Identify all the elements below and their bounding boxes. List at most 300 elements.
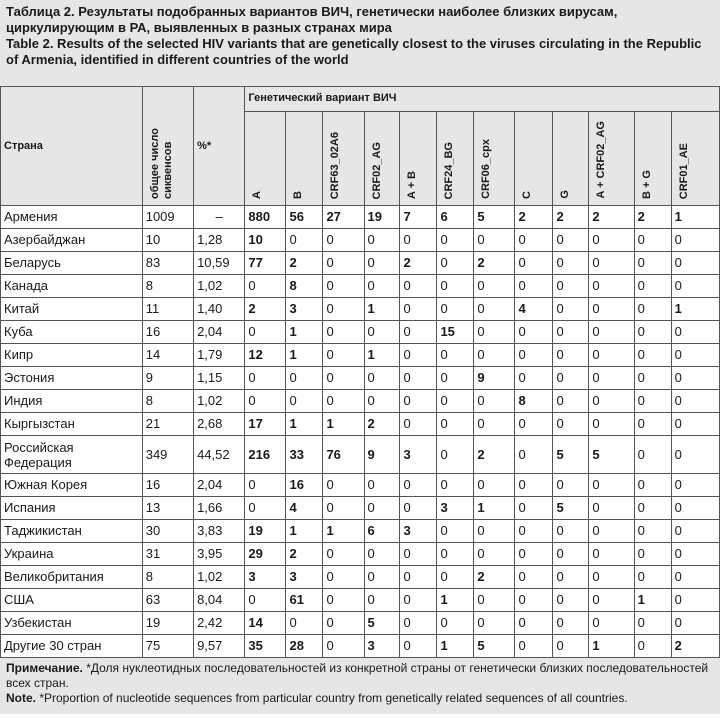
cell-variant-count: 0 xyxy=(400,390,437,413)
cell-variant-count: 0 xyxy=(474,543,515,566)
cell-variant-count: 0 xyxy=(553,543,589,566)
cell-variant-count: 0 xyxy=(553,635,589,658)
cell-percent: 1,02 xyxy=(194,566,245,589)
cell-variant-count: 0 xyxy=(671,390,719,413)
cell-total: 14 xyxy=(142,344,193,367)
cell-variant-count: 0 xyxy=(474,589,515,612)
cell-variant-count: 76 xyxy=(323,436,364,474)
cell-variant-count: 0 xyxy=(474,390,515,413)
table-row xyxy=(1,543,720,566)
cell-variant-count: 2 xyxy=(474,566,515,589)
cell-variant-count: 2 xyxy=(286,252,323,275)
cell-percent: – xyxy=(194,206,245,229)
cell-variant-count: 0 xyxy=(515,566,553,589)
cell-variant-count: 0 xyxy=(364,275,400,298)
cell-variant-count: 0 xyxy=(515,589,553,612)
cell-variant-count: 14 xyxy=(245,612,286,635)
cell-variant-count: 4 xyxy=(515,298,553,321)
table-row xyxy=(1,635,720,658)
cell-country: Армения xyxy=(1,206,143,229)
cell-variant-count: 1 xyxy=(437,589,474,612)
cell-variant-count: 0 xyxy=(589,390,634,413)
cell-variant-count: 0 xyxy=(437,413,474,436)
cell-variant-count: 61 xyxy=(286,589,323,612)
cell-variant-count: 1 xyxy=(364,344,400,367)
cell-percent: 1,15 xyxy=(194,367,245,390)
cell-variant-count: 0 xyxy=(589,589,634,612)
cell-variant-count: 0 xyxy=(634,566,671,589)
cell-percent: 3,83 xyxy=(194,520,245,543)
cell-variant-count: 0 xyxy=(323,566,364,589)
cell-variant-count: 0 xyxy=(553,298,589,321)
cell-variant-count: 0 xyxy=(437,252,474,275)
caption-en: Table 2. Results of the selected HIV variants that are genetically closest to the viruses circulating in the Republic of Armenia, identified in different countries of the world xyxy=(6,36,702,67)
cell-variant-count: 0 xyxy=(671,413,719,436)
cell-variant-count: 0 xyxy=(400,367,437,390)
cell-country: Российская Федерация xyxy=(1,436,143,474)
cell-variant-count: 1 xyxy=(474,497,515,520)
cell-variant-count: 0 xyxy=(474,229,515,252)
table-row xyxy=(1,229,720,252)
cell-variant-count: 0 xyxy=(400,413,437,436)
cell-variant-count: 0 xyxy=(323,252,364,275)
table-row xyxy=(1,275,720,298)
cell-variant-count: 0 xyxy=(364,566,400,589)
cell-country: Узбекистан xyxy=(1,612,143,635)
table-row xyxy=(1,321,720,344)
cell-percent: 44,52 xyxy=(194,436,245,474)
cell-variant-count: 0 xyxy=(437,229,474,252)
cell-variant-count: 0 xyxy=(400,497,437,520)
header-variant: B + G xyxy=(634,112,671,206)
cell-variant-count: 216 xyxy=(245,436,286,474)
cell-variant-count: 0 xyxy=(589,275,634,298)
cell-variant-count: 0 xyxy=(515,612,553,635)
cell-variant-count: 0 xyxy=(323,298,364,321)
cell-variant-count: 0 xyxy=(589,252,634,275)
cell-variant-count: 0 xyxy=(437,520,474,543)
cell-total: 1009 xyxy=(142,206,193,229)
cell-variant-count: 2 xyxy=(515,206,553,229)
cell-variant-count: 5 xyxy=(553,436,589,474)
cell-total: 13 xyxy=(142,497,193,520)
header-variant-group: Генетический вариант ВИЧ xyxy=(245,87,720,112)
cell-variant-count: 0 xyxy=(323,275,364,298)
cell-total: 83 xyxy=(142,252,193,275)
cell-percent: 2,42 xyxy=(194,612,245,635)
cell-variant-count: 0 xyxy=(437,612,474,635)
cell-variant-count: 2 xyxy=(364,413,400,436)
cell-variant-count: 0 xyxy=(671,275,719,298)
cell-variant-count: 0 xyxy=(671,321,719,344)
cell-country: Испания xyxy=(1,497,143,520)
cell-variant-count: 0 xyxy=(286,229,323,252)
cell-variant-count: 0 xyxy=(323,390,364,413)
cell-variant-count: 0 xyxy=(589,344,634,367)
cell-variant-count: 35 xyxy=(245,635,286,658)
cell-variant-count: 2 xyxy=(553,206,589,229)
cell-country: Кипр xyxy=(1,344,143,367)
header-variant: C xyxy=(515,112,553,206)
cell-variant-count: 0 xyxy=(474,520,515,543)
cell-variant-count: 1 xyxy=(671,206,719,229)
cell-variant-count: 0 xyxy=(634,252,671,275)
cell-variant-count: 0 xyxy=(364,474,400,497)
cell-total: 8 xyxy=(142,275,193,298)
cell-variant-count: 2 xyxy=(671,635,719,658)
cell-variant-count: 0 xyxy=(474,474,515,497)
cell-variant-count: 0 xyxy=(634,520,671,543)
cell-country: Куба xyxy=(1,321,143,344)
cell-variant-count: 0 xyxy=(515,497,553,520)
cell-variant-count: 0 xyxy=(553,367,589,390)
cell-variant-count: 0 xyxy=(634,543,671,566)
cell-variant-count: 0 xyxy=(634,635,671,658)
cell-variant-count: 0 xyxy=(400,229,437,252)
cell-variant-count: 0 xyxy=(515,344,553,367)
cell-country: США xyxy=(1,589,143,612)
header-variant: CRF01_AE xyxy=(671,112,719,206)
cell-variant-count: 0 xyxy=(589,229,634,252)
cell-country: Таджикистан xyxy=(1,520,143,543)
cell-variant-count: 0 xyxy=(245,367,286,390)
cell-variant-count: 0 xyxy=(589,520,634,543)
cell-variant-count: 0 xyxy=(474,321,515,344)
header-variant: CRF06_cpx xyxy=(474,112,515,206)
cell-variant-count: 0 xyxy=(515,474,553,497)
cell-variant-count: 0 xyxy=(553,390,589,413)
cell-variant-count: 0 xyxy=(634,612,671,635)
cell-variant-count: 77 xyxy=(245,252,286,275)
cell-variant-count: 0 xyxy=(515,275,553,298)
cell-variant-count: 0 xyxy=(474,612,515,635)
table-row xyxy=(1,497,720,520)
cell-variant-count: 2 xyxy=(474,252,515,275)
cell-variant-count: 0 xyxy=(515,367,553,390)
cell-variant-count: 0 xyxy=(634,321,671,344)
table-row xyxy=(1,474,720,497)
header-total-sequences: общее число сиквенсов xyxy=(142,87,193,206)
cell-country: Эстония xyxy=(1,367,143,390)
cell-percent: 1,40 xyxy=(194,298,245,321)
cell-variant-count: 1 xyxy=(286,321,323,344)
cell-variant-count: 0 xyxy=(245,390,286,413)
cell-variant-count: 5 xyxy=(589,436,634,474)
cell-variant-count: 0 xyxy=(634,474,671,497)
cell-variant-count: 1 xyxy=(323,413,364,436)
cell-variant-count: 2 xyxy=(589,206,634,229)
cell-total: 11 xyxy=(142,298,193,321)
table-row xyxy=(1,589,720,612)
cell-variant-count: 0 xyxy=(553,520,589,543)
cell-total: 16 xyxy=(142,321,193,344)
cell-variant-count: 0 xyxy=(474,275,515,298)
cell-variant-count: 0 xyxy=(437,543,474,566)
header-variant: A xyxy=(245,112,286,206)
cell-variant-count: 0 xyxy=(634,436,671,474)
cell-variant-count: 0 xyxy=(437,566,474,589)
table-row xyxy=(1,344,720,367)
cell-variant-count: 0 xyxy=(323,497,364,520)
header-variant: B xyxy=(286,112,323,206)
cell-total: 349 xyxy=(142,436,193,474)
cell-percent: 1,79 xyxy=(194,344,245,367)
cell-variant-count: 17 xyxy=(245,413,286,436)
cell-variant-count: 0 xyxy=(671,252,719,275)
cell-variant-count: 0 xyxy=(515,635,553,658)
cell-variant-count: 0 xyxy=(364,497,400,520)
cell-variant-count: 0 xyxy=(437,344,474,367)
cell-variant-count: 9 xyxy=(364,436,400,474)
cell-variant-count: 0 xyxy=(400,298,437,321)
cell-total: 21 xyxy=(142,413,193,436)
cell-variant-count: 0 xyxy=(400,275,437,298)
cell-variant-count: 19 xyxy=(245,520,286,543)
cell-variant-count: 0 xyxy=(364,390,400,413)
cell-percent: 10,59 xyxy=(194,252,245,275)
cell-variant-count: 0 xyxy=(323,635,364,658)
cell-total: 75 xyxy=(142,635,193,658)
header-variant: CRF24_BG xyxy=(437,112,474,206)
cell-variant-count: 1 xyxy=(364,298,400,321)
cell-variant-count: 0 xyxy=(589,298,634,321)
cell-variant-count: 8 xyxy=(286,275,323,298)
cell-variant-count: 0 xyxy=(400,543,437,566)
cell-percent: 2,04 xyxy=(194,474,245,497)
cell-variant-count: 0 xyxy=(323,229,364,252)
cell-variant-count: 0 xyxy=(437,436,474,474)
table-row xyxy=(1,413,720,436)
cell-variant-count: 0 xyxy=(515,321,553,344)
cell-variant-count: 2 xyxy=(474,436,515,474)
cell-variant-count: 0 xyxy=(634,275,671,298)
cell-variant-count: 0 xyxy=(364,252,400,275)
cell-variant-count: 12 xyxy=(245,344,286,367)
cell-percent: 9,57 xyxy=(194,635,245,658)
cell-variant-count: 5 xyxy=(474,206,515,229)
cell-variant-count: 0 xyxy=(634,344,671,367)
cell-country: Южная Корея xyxy=(1,474,143,497)
cell-variant-count: 0 xyxy=(286,367,323,390)
cell-variant-count: 0 xyxy=(323,474,364,497)
cell-variant-count: 2 xyxy=(634,206,671,229)
cell-variant-count: 0 xyxy=(515,543,553,566)
hiv-variants-table xyxy=(0,86,720,658)
table-row xyxy=(1,390,720,413)
cell-total: 16 xyxy=(142,474,193,497)
cell-variant-count: 0 xyxy=(515,413,553,436)
cell-variant-count: 0 xyxy=(286,612,323,635)
cell-variant-count: 0 xyxy=(515,436,553,474)
cell-variant-count: 5 xyxy=(553,497,589,520)
cell-variant-count: 0 xyxy=(400,344,437,367)
cell-percent: 2,04 xyxy=(194,321,245,344)
cell-variant-count: 0 xyxy=(323,344,364,367)
cell-variant-count: 0 xyxy=(515,520,553,543)
header-variant: CRF63_02A6 xyxy=(323,112,364,206)
cell-variant-count: 2 xyxy=(286,543,323,566)
cell-percent: 1,02 xyxy=(194,390,245,413)
cell-variant-count: 0 xyxy=(671,367,719,390)
cell-variant-count: 0 xyxy=(323,321,364,344)
cell-country: Кыргызстан xyxy=(1,413,143,436)
cell-variant-count: 0 xyxy=(671,589,719,612)
table-body xyxy=(1,206,720,658)
cell-variant-count: 7 xyxy=(400,206,437,229)
cell-variant-count: 3 xyxy=(400,436,437,474)
cell-variant-count: 1 xyxy=(286,413,323,436)
cell-country: Украина xyxy=(1,543,143,566)
cell-variant-count: 4 xyxy=(286,497,323,520)
cell-country: Другие 30 стран xyxy=(1,635,143,658)
cell-percent: 1,02 xyxy=(194,275,245,298)
cell-variant-count: 0 xyxy=(323,367,364,390)
cell-variant-count: 0 xyxy=(553,229,589,252)
table-row xyxy=(1,206,720,229)
cell-variant-count: 1 xyxy=(286,344,323,367)
cell-variant-count: 0 xyxy=(634,390,671,413)
table-row xyxy=(1,520,720,543)
cell-variant-count: 0 xyxy=(671,520,719,543)
cell-percent: 1,28 xyxy=(194,229,245,252)
cell-country: Индия xyxy=(1,390,143,413)
cell-variant-count: 0 xyxy=(245,589,286,612)
cell-variant-count: 0 xyxy=(634,298,671,321)
cell-country: Великобритания xyxy=(1,566,143,589)
table-header xyxy=(1,87,720,206)
cell-variant-count: 0 xyxy=(323,589,364,612)
cell-variant-count: 5 xyxy=(474,635,515,658)
cell-total: 9 xyxy=(142,367,193,390)
header-variant: A + CRF02_AG xyxy=(589,112,634,206)
cell-variant-count: 0 xyxy=(437,390,474,413)
cell-percent: 8,04 xyxy=(194,589,245,612)
cell-variant-count: 0 xyxy=(437,367,474,390)
cell-variant-count: 0 xyxy=(671,497,719,520)
cell-variant-count: 0 xyxy=(364,589,400,612)
cell-variant-count: 0 xyxy=(553,321,589,344)
cell-variant-count: 10 xyxy=(245,229,286,252)
header-country: Страна xyxy=(1,87,143,206)
cell-variant-count: 0 xyxy=(671,474,719,497)
cell-variant-count: 0 xyxy=(364,229,400,252)
cell-variant-count: 0 xyxy=(400,566,437,589)
cell-variant-count: 0 xyxy=(245,275,286,298)
cell-variant-count: 5 xyxy=(364,612,400,635)
header-variant: A + B xyxy=(400,112,437,206)
cell-percent: 2,68 xyxy=(194,413,245,436)
cell-variant-count: 0 xyxy=(400,612,437,635)
cell-variant-count: 0 xyxy=(553,275,589,298)
cell-variant-count: 3 xyxy=(286,566,323,589)
caption-ru: Таблица 2. Результаты подобранных вариантов ВИЧ, генетически наиболее близких вирусам, циркулирующим в РА, выявленных в разных странах мира xyxy=(6,4,618,35)
cell-variant-count: 56 xyxy=(286,206,323,229)
cell-variant-count: 6 xyxy=(437,206,474,229)
cell-variant-count: 0 xyxy=(589,321,634,344)
cell-variant-count: 2 xyxy=(245,298,286,321)
cell-variant-count: 0 xyxy=(634,497,671,520)
cell-variant-count: 0 xyxy=(437,275,474,298)
cell-variant-count: 3 xyxy=(286,298,323,321)
cell-variant-count: 0 xyxy=(671,566,719,589)
cell-variant-count: 0 xyxy=(589,367,634,390)
cell-variant-count: 0 xyxy=(474,413,515,436)
table-row xyxy=(1,612,720,635)
cell-variant-count: 1 xyxy=(634,589,671,612)
cell-variant-count: 1 xyxy=(323,520,364,543)
cell-variant-count: 0 xyxy=(634,367,671,390)
cell-variant-count: 0 xyxy=(364,543,400,566)
cell-variant-count: 0 xyxy=(589,413,634,436)
cell-country: Китай xyxy=(1,298,143,321)
cell-variant-count: 2 xyxy=(400,252,437,275)
table-row xyxy=(1,298,720,321)
cell-variant-count: 6 xyxy=(364,520,400,543)
cell-variant-count: 0 xyxy=(671,436,719,474)
cell-variant-count: 1 xyxy=(589,635,634,658)
cell-variant-count: 0 xyxy=(553,474,589,497)
cell-variant-count: 1 xyxy=(286,520,323,543)
cell-variant-count: 16 xyxy=(286,474,323,497)
table-row xyxy=(1,252,720,275)
cell-variant-count: 0 xyxy=(400,589,437,612)
cell-variant-count: 0 xyxy=(474,298,515,321)
cell-country: Беларусь xyxy=(1,252,143,275)
cell-variant-count: 0 xyxy=(515,229,553,252)
header-percent: %* xyxy=(194,87,245,206)
cell-total: 19 xyxy=(142,612,193,635)
cell-variant-count: 0 xyxy=(671,344,719,367)
cell-variant-count: 3 xyxy=(364,635,400,658)
cell-variant-count: 0 xyxy=(634,229,671,252)
note-en: Note. *Proportion of nucleotide sequences from particular country from genetically related sequences of all countries. xyxy=(6,691,628,705)
cell-variant-count: 3 xyxy=(400,520,437,543)
cell-variant-count: 27 xyxy=(323,206,364,229)
cell-total: 8 xyxy=(142,566,193,589)
cell-variant-count: 0 xyxy=(437,298,474,321)
cell-variant-count: 0 xyxy=(400,321,437,344)
cell-variant-count: 0 xyxy=(553,413,589,436)
cell-variant-count: 0 xyxy=(589,566,634,589)
cell-variant-count: 0 xyxy=(589,497,634,520)
cell-variant-count: 880 xyxy=(245,206,286,229)
cell-variant-count: 0 xyxy=(323,612,364,635)
cell-percent: 3,95 xyxy=(194,543,245,566)
cell-variant-count: 0 xyxy=(589,474,634,497)
cell-variant-count: 0 xyxy=(245,497,286,520)
cell-variant-count: 0 xyxy=(589,612,634,635)
cell-variant-count: 0 xyxy=(553,252,589,275)
cell-variant-count: 0 xyxy=(589,543,634,566)
cell-total: 31 xyxy=(142,543,193,566)
cell-variant-count: 0 xyxy=(671,229,719,252)
cell-variant-count: 8 xyxy=(515,390,553,413)
cell-total: 63 xyxy=(142,589,193,612)
table-row xyxy=(1,367,720,390)
cell-variant-count: 0 xyxy=(400,635,437,658)
cell-variant-count: 0 xyxy=(364,367,400,390)
cell-variant-count: 0 xyxy=(286,390,323,413)
cell-variant-count: 0 xyxy=(671,612,719,635)
header-variant: G xyxy=(553,112,589,206)
cell-variant-count: 1 xyxy=(671,298,719,321)
cell-variant-count: 29 xyxy=(245,543,286,566)
cell-variant-count: 0 xyxy=(634,413,671,436)
cell-variant-count: 0 xyxy=(515,252,553,275)
cell-percent: 1,66 xyxy=(194,497,245,520)
cell-variant-count: 9 xyxy=(474,367,515,390)
cell-total: 30 xyxy=(142,520,193,543)
